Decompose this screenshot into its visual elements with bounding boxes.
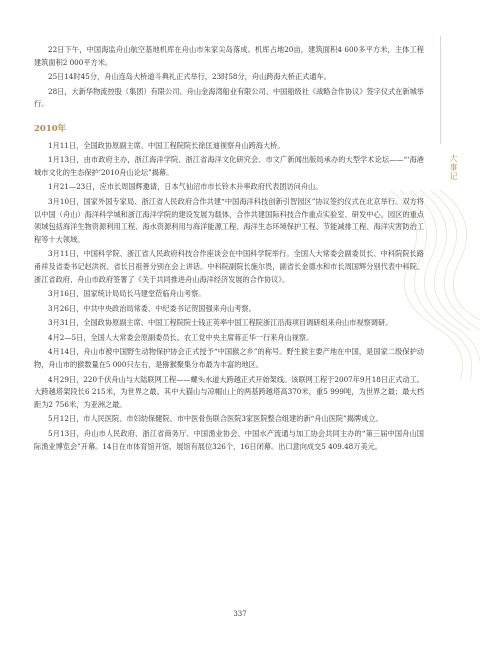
paragraph: 3月16日，国家统计局局长马建堂莅临舟山考察。 <box>48 289 206 299</box>
paragraph: 28日，大新华物流控股（集团）有限公司、舟山金海湾船业有限公司、中国船级社《战略合作协议》签字仪式在新城举行。 <box>34 86 424 109</box>
paragraph: 4月14日，舟山市被中国野生动物保护协会正式授予“中国猴之乡”的称号。野生猴主要产地在中国，是国家二级保护动物，舟山市的猴数量在5 000只左右，是猕猴聚集分布最为丰富的地区。 <box>34 347 424 370</box>
paragraph: 5月12日，市人民医院、市妇幼保健院、市中医骨伤联合医院3家医院整合组建的新“舟山医院”揭牌成立。 <box>48 414 383 424</box>
paragraph: 3月31日，全国政协原副主席、中国工程院院士钱正英率中国工程院浙江沿海项目调研组来舟山市视察调研。 <box>48 318 393 328</box>
paragraph: 22日下午，中国海监舟山航空基地机库在舟山市朱家尖岛落成。机库占地20亩，建筑面积4 600多平方米，主体工程建筑面积2 000平方米。 <box>34 45 424 67</box>
paragraph: 4月2—5日，全国人大常委会原副委员长、农工党中央主席蒋正华一行来舟山视察。 <box>48 332 314 342</box>
paragraph: 25日14时45分，舟山连岛大桥道斗典礼正式举行，23时58分，舟山跨海大桥正式通车。 <box>48 72 331 82</box>
paragraph: 1月13日，由市政府主办，浙江海洋学院、浙江省海洋文化研究会、市文广新闻出版局承办的大型学术论坛——“‘海港城市文化的生态保护’2010舟山论坛”揭幕。 <box>34 155 424 177</box>
paragraph: 5月13日，舟山市人民政府、浙江省商务厅、中国渔业协会、中国水产流通与加工协会共同主办的“第三届中国舟山国际渔业博览会”开幕。14日在市体育馆开馆，展馆有展位326个，16日闭幕。出口意向成交5 409.48万美元。 <box>34 429 424 451</box>
margin-rule <box>440 36 441 144</box>
paragraph: 3月11日，中国科学院、浙江省人民政府科技合作座谈会在中国科学院举行。全国人大常委会副委员长、中科院院长路甬祥及省委书记赵洪祝、省长吕祖善分别在会上讲话。中科院副院长施尔畏，副省长金德水和市长周国辉分别代表中科院、浙江省政府、舟山市政府签署了《关于共同推进舟山海洋经济发展的合作协议》。 <box>34 249 424 284</box>
year-heading: 2010年 <box>34 123 67 134</box>
paragraph: 3月26日，中共中央政治局常委、中纪委书记贺国强来舟山考察。 <box>48 303 256 313</box>
page-number: 337 <box>233 610 247 618</box>
paragraph: 1月21—23日，应市长周国辉邀请，日本气仙沼市市长铃木升率政府代表团访问舟山。 <box>48 182 323 192</box>
paragraph: 1月11日，全国政协原副主席、中国工程院院长徐匡迪视察舟山跨海大桥。 <box>48 140 285 150</box>
paragraph: 3月10日，国家外国专家局、浙江省人民政府合作共建“中国海洋科技创新引智园区”协议签约仪式在北京举行。双方将以中国（舟山）海洋科学城和浙江海洋学院的建设发展为载体，合作共建国际科技合作重点实验室、研发中心。园区的重点领域包括海洋生物资源利用工程、海水资源利用与海洋能源工程、海洋生态环境保护工程、节能减排工程、海洋灾害防治工程等十大领域。 <box>34 196 424 244</box>
document-body <box>34 44 424 455</box>
section-side-title: 大事记 <box>449 154 458 181</box>
paragraph: 4月29日，220千伏舟山与大陆联网工程——螺头水道大跨越正式开始架线。该联网工程于2007年9月18日正式动工。大跨越塔架段长6 215米，为世界之最。其中大猫山与凉帽山上的两基跨越塔高370米，重5 999吨，为世界之最；最大档距为2 756米，为亚洲之最。 <box>34 374 424 409</box>
